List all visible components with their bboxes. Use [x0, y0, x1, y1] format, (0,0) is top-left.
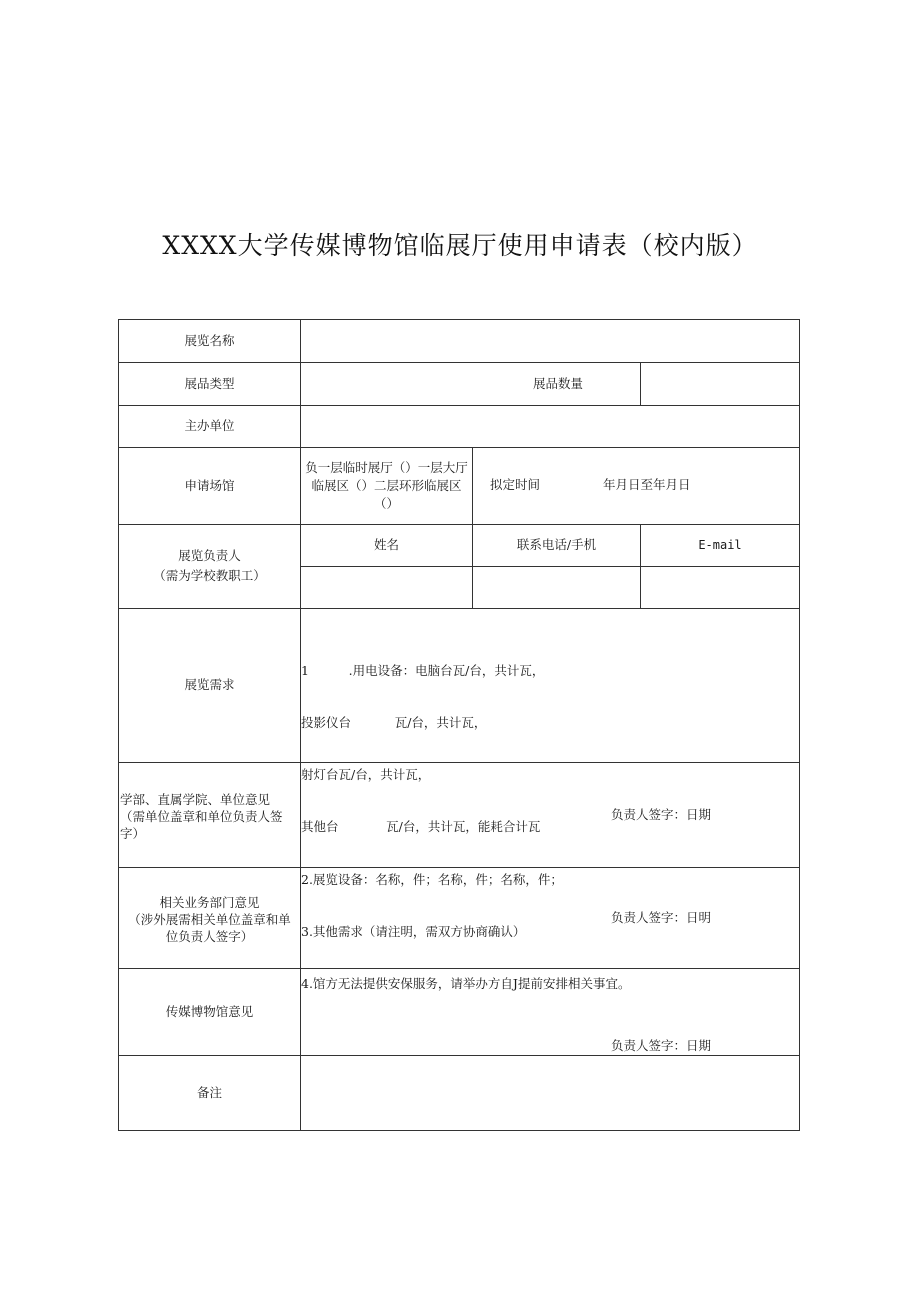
venue-options[interactable]: [301, 456, 472, 516]
related-opinion-label: [118, 892, 301, 946]
remarks-field[interactable]: [301, 1056, 799, 1130]
venue-option-line: 临展区（）二层环形临展区: [311, 478, 462, 493]
related-signature-line: 负责人签字：日明: [611, 910, 712, 925]
organizer-field[interactable]: [301, 406, 799, 447]
planned-time-label: 拟定时间: [490, 477, 541, 492]
dept-signature-line: 负责人签字：日期: [611, 807, 712, 822]
exhibit-quantity-label: 展品数量: [532, 375, 583, 391]
form-title: XXXX大学传媒博物馆临展厅使用申请表（校内版）: [162, 231, 758, 260]
manager-email-field[interactable]: [641, 567, 799, 608]
table-border-bottom: [118, 1130, 800, 1131]
planned-time-field[interactable]: 年月日至年月日: [603, 477, 691, 492]
manager-name-header: 姓名: [373, 537, 399, 552]
exhibit-type-label: 展品类型: [184, 375, 235, 391]
requirements-line: 4.馆方无法提供安保服务，请举办方自J提前安排相关事宜。: [301, 976, 631, 992]
manager-label-text: 展览负责人: [178, 548, 241, 563]
dept-opinion-line: （需单位盖章和单位负责人签: [120, 809, 283, 824]
manager-name-field[interactable]: [301, 567, 472, 608]
manager-phone-header: 联系电话/手机: [516, 537, 597, 552]
museum-opinion-label: 传媒博物馆意见: [165, 1003, 254, 1019]
manager-email-header: E-mail: [698, 538, 742, 552]
requirements-line: 其他台 瓦/台，共计瓦，能耗合计瓦: [301, 819, 541, 835]
requirements-line: 射灯台瓦/台，共计瓦，: [301, 767, 431, 783]
museum-signature-line: 负责人签字：日期: [611, 1038, 712, 1053]
requirements-line: 3.其他需求（请注明，需双方协商确认）: [301, 923, 526, 939]
table-border-right: [799, 319, 800, 1131]
manager-label: [118, 524, 301, 608]
related-opinion-line: 相关业务部门意见: [159, 894, 260, 910]
requirements-line: 投影仪台 瓦/台，共计瓦，: [301, 715, 487, 731]
venue-option-line: （）: [373, 496, 399, 511]
application-form-table: [118, 319, 800, 1131]
manager-phone-field[interactable]: [473, 567, 640, 608]
related-opinion-line: （涉外展需相关单位盖章和单: [128, 911, 291, 927]
exhibition-name-label: 展览名称: [184, 332, 235, 348]
related-opinion-line: 位负责人签字）: [165, 928, 254, 944]
venue-option-line: 负一层临时展厅（）一层大厅: [305, 460, 468, 475]
manager-note-text: （需为学校教职工）: [153, 568, 266, 583]
dept-opinion-label: [120, 791, 300, 851]
dept-opinion-line: 学部、直属学院、单位意见: [120, 792, 271, 807]
requirements-line: 2.展览设备：名称，件；名称，件；名称，件；: [301, 871, 563, 887]
remarks-label: 备注: [196, 1084, 222, 1100]
exhibit-quantity-field[interactable]: [641, 363, 799, 405]
organizer-label: 主办单位: [184, 418, 235, 433]
exhibition-name-field[interactable]: [301, 320, 799, 362]
requirements-line: 1 .用电设备：电脑台瓦/台，共计瓦，: [301, 662, 545, 678]
exhibit-type-field[interactable]: [301, 363, 501, 405]
dept-opinion-line: 字）: [120, 826, 146, 841]
requirements-label: 展览需求: [184, 677, 235, 692]
venue-label: 申请场馆: [184, 477, 235, 493]
